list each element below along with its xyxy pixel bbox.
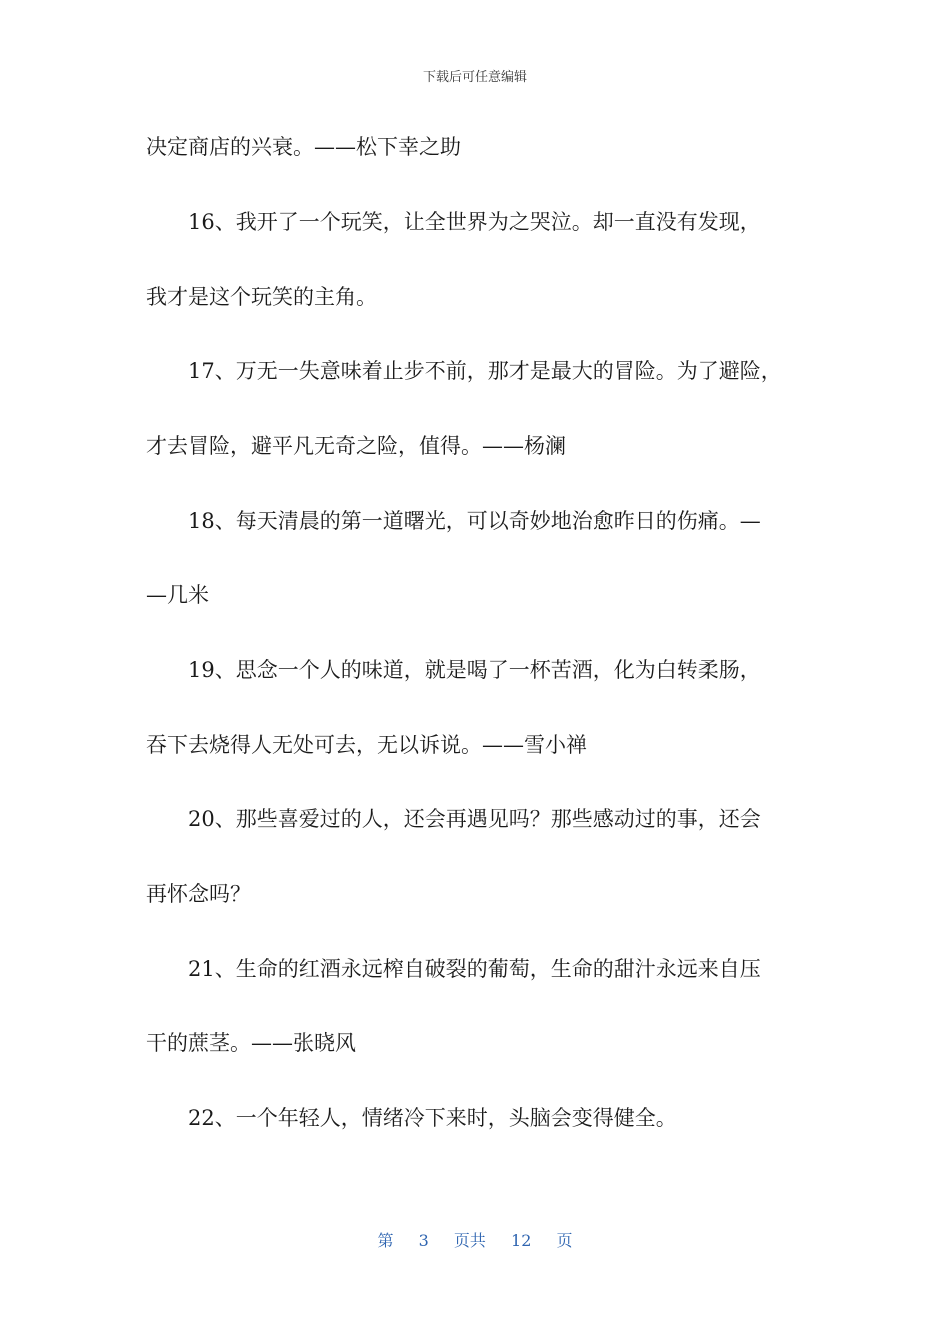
- text-line: 才去冒险，避平凡无奇之险，值得。——杨澜: [146, 434, 566, 458]
- text-line: —几米: [146, 583, 209, 607]
- text-line: 17、万无一失意味着止步不前，那才是最大的冒险。为了避险，: [188, 359, 782, 383]
- text-line: 再怀念吗？: [146, 882, 251, 906]
- total-pages-number: 12: [511, 1231, 532, 1250]
- page-label-pre: 第: [377, 1231, 394, 1250]
- text-line: 18、每天清晨的第一道曙光，可以奇妙地治愈昨日的伤痛。—: [188, 509, 761, 533]
- current-page-number: 3: [418, 1231, 429, 1250]
- page-footer: [0, 1228, 950, 1251]
- text-line: 16、我开了一个玩笑，让全世界为之哭泣。却一直没有发现，: [188, 210, 761, 234]
- text-line: 干的蔗茎。——张晓风: [146, 1031, 356, 1055]
- page-header: 下载后可任意编辑: [422, 70, 527, 85]
- text-line: 21、生命的红酒永远榨自破裂的葡萄，生命的甜汁永远来自压: [188, 957, 761, 981]
- text-line: 决定商店的兴衰。——松下幸之助: [146, 135, 461, 159]
- text-line: 我才是这个玩笑的主角。: [146, 285, 377, 309]
- text-line: 22、一个年轻人，情绪冷下来时，头脑会变得健全。: [188, 1106, 677, 1130]
- text-line: 19、思念一个人的味道，就是喝了一杯苦酒，化为白转柔肠，: [188, 658, 761, 682]
- page-label-mid: 页共: [453, 1231, 486, 1250]
- page-label-post: 页: [556, 1231, 573, 1250]
- text-line: 20、那些喜爱过的人，还会再遇见吗？那些感动过的事，还会: [188, 807, 761, 831]
- text-line: 吞下去烧得人无处可去，无以诉说。——雪小禅: [146, 733, 587, 757]
